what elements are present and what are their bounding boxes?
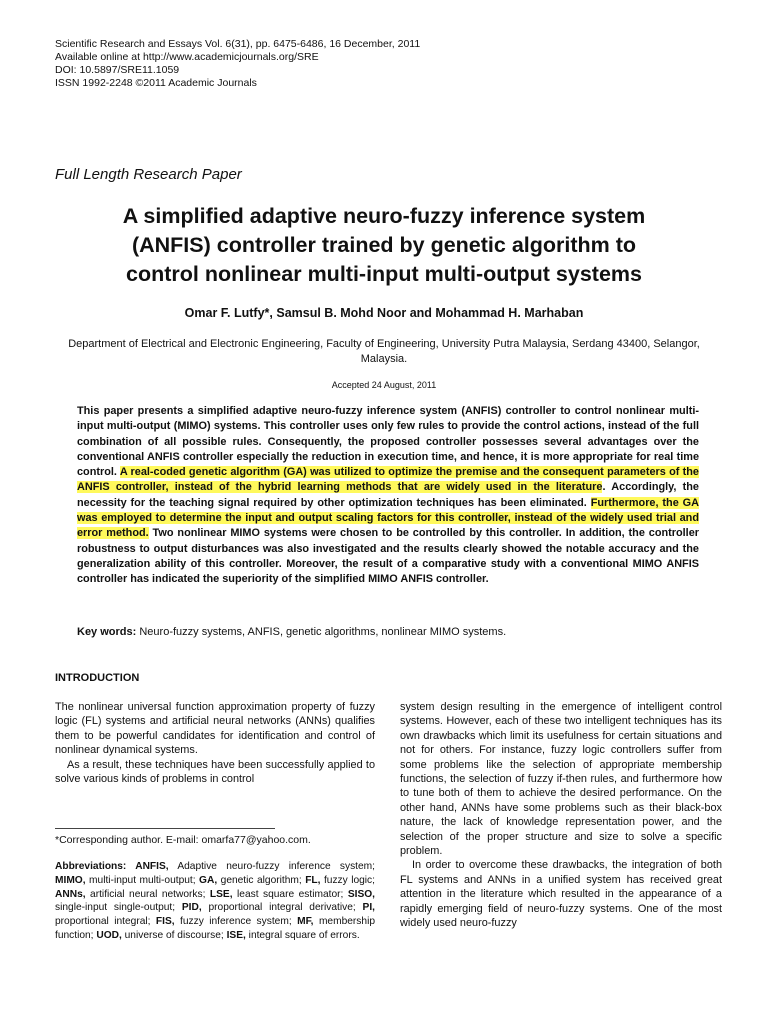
abbr-desc: genetic algorithm; [217,874,306,886]
corresponding-author-footnote: *Corresponding author. E-mail: omarfa77@yahoo.com. [55,834,311,846]
accepted-date: Accepted 24 August, 2011 [331,380,437,390]
abbr-desc: universe of discourse; [121,929,227,941]
abbr-desc: least square estimator; [232,888,348,900]
keywords [77,626,699,638]
abbr-term: GA, [199,874,218,886]
doi: DOI: 10.5897/SRE11.1059 [55,64,180,76]
abbr-term: PID, [181,902,202,914]
title-line-2: (ANFIS) controller trained by genetic algorithm to [131,233,637,257]
abbr-desc: proportional integral; [55,916,156,928]
abbr-desc: Adaptive neuro-fuzzy inference system; [168,861,375,872]
paper-title [40,202,728,289]
abbr-desc: fuzzy logic; [320,874,375,886]
abstract-text: Two nonlinear MIMO systems were chosen to be controlled by this controller. In addition, the controller robustness to output disturbances was also investigated and the results clearly showed the notable accuracy and the generalization ability of this controller. Moreover, the result of a comparative study with a conventional MIMO ANFIS controller has indicated the superiority of the simplified MIMO ANFIS controller. [77,527,699,586]
footnote-divider [55,828,275,829]
abbr-term: ISE, [226,929,246,941]
abbr-term: MF, [297,916,314,928]
affiliation: Department of Electrical and Electronic Engineering, Faculty of Engineering, University Putra Malaysia, Serdang 43400, Selangor, Malaysia. [68,338,700,365]
body-paragraph: system design resulting in the emergence of intelligent control systems. However, each of these two intelligent techniques has its own drawbacks which limit its usefulness for certain situations and not for others. For instance, fuzzy logic controllers suffer from some problems like the selection of appropriate membership functions, the selection of fuzzy if-then rules, and furthermore how to tune both of them to achieve the desired performance. On the other hand, ANNs have some problems such as their black-box nature, the lack of knowledge representation power, and the selection of the proper structure and size to solve a specific problem. [400,701,722,858]
title-line-3: control nonlinear multi-input multi-output systems [126,262,642,286]
abbr-desc: multi-input multi-output; [85,874,200,886]
abbr-desc: membership function; [55,916,375,941]
journal-citation: Scientific Research and Essays Vol. 6(31), pp. 6475-6486, 16 December, 2011 [55,38,421,50]
abbr-desc: artificial neural networks; [85,888,210,900]
abstract-highlight: A real-coded genetic algorithm (GA) was utilized to optimize the premise and the consequent parameters of the ANFIS controller, instead of the hybrid learning methods that are widely used in the literature [77,466,699,494]
abstract-highlight: Furthermore, the GA was employed to determine the input and output scaling factors for this controller, instead of the widely used trial and error method. [77,496,699,540]
keywords-text: Neuro-fuzzy systems, ANFIS, genetic algorithms, nonlinear MIMO systems. [136,626,507,638]
abbr-term: FL, [305,874,321,886]
abbreviations [55,860,375,943]
right-column [400,700,722,931]
abbr-term: SISO, [347,888,375,900]
online-availability: Available online at http://www.academicjournals.org/SRE [55,51,319,63]
body-paragraph: The nonlinear universal function approximation property of fuzzy logic (FL) systems and artificial neural networks (ANNs) qualifies them to be powerful candidates for identification and control of nonlinear dynamical systems. [55,701,375,757]
paper-type: Full Length Research Paper [55,166,242,183]
abbr-desc: fuzzy inference system; [174,916,298,928]
abbr-desc: single-input single-output; [55,902,182,914]
abbr-term: PI, [362,902,376,914]
journal-header [55,38,420,90]
abbr-term: Abbreviations: ANFIS, [55,861,169,872]
abbr-term: MIMO, [55,874,86,886]
abbr-desc: integral square of errors. [245,929,360,941]
abbr-desc: proportional integral derivative; [201,902,363,914]
left-column [55,700,375,786]
abbr-term: ANNs, [55,888,86,900]
abstract-text: . Accordingly, the necessity for the teaching signal required by other optimization techniques has been eliminated. [77,481,699,509]
abstract-text: This paper presents a simplified adaptive neuro-fuzzy inference system (ANFIS) controller to control nonlinear multi-input multi-output (MIMO) systems. This controller uses only few rules to provide the control actions, instead of the full combination of all possible rules. Consequently, the proposed controller possesses several advantages over the conventional ANFIS controller especially the reduction in execution time, and hence, it is more appropriate for real time control. [77,405,699,479]
abbr-term: LSE, [209,888,233,900]
body-paragraph: As a result, these techniques have been successfully applied to solve various kinds of problems in control [55,758,375,786]
authors: Omar F. Lutfy*, Samsul B. Mohd Noor and Mohammad H. Marhaban [184,306,584,320]
abbr-term: UOD, [96,929,122,941]
abstract [77,404,699,588]
abbr-term: FIS, [155,916,175,928]
title-line-1: A simplified adaptive neuro-fuzzy inference system [122,204,646,228]
body-paragraph: In order to overcome these drawbacks, the integration of both FL systems and ANNs in a unified system has received great attention in the literature which resulted in the appearance of a rapidly emerging field of neuro-fuzzy systems. One of the most widely used neuro-fuzzy [400,859,722,930]
issn: ISSN 1992-2248 ©2011 Academic Journals [55,77,257,89]
section-heading-introduction: INTRODUCTION [55,672,140,684]
keywords-label: Key words: [77,626,137,638]
